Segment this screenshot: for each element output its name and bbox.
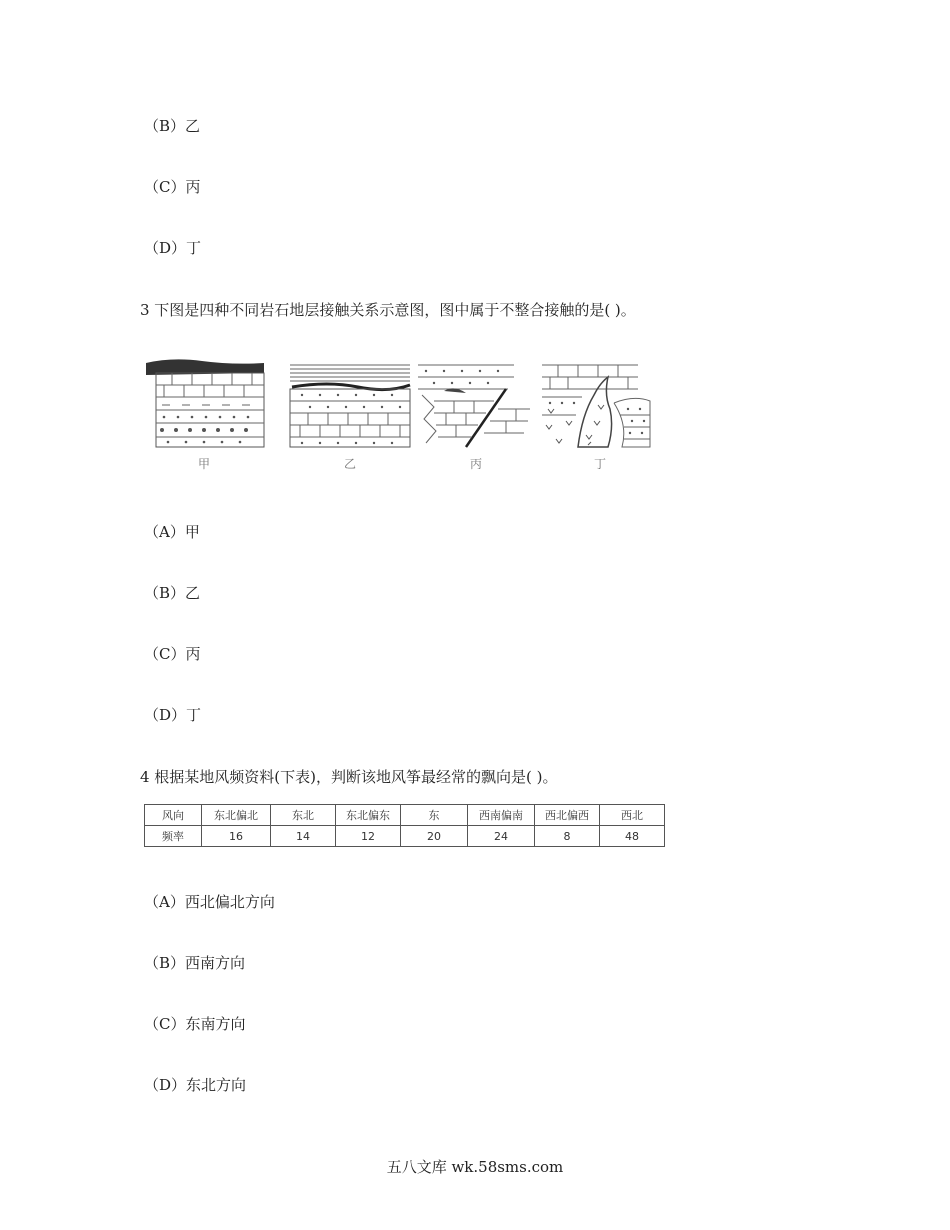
table-cell: 14: [271, 826, 336, 847]
figure-panel-jia: [142, 355, 266, 475]
table-cell: 东北: [271, 805, 336, 826]
figure-label-ding: 丁: [593, 457, 606, 471]
q2-option-d: （D）丁: [144, 239, 202, 257]
table-cell: 东北偏北: [202, 805, 271, 826]
figure-panel-yi: [288, 355, 412, 475]
q4-option-d: （D）东北方向: [144, 1076, 247, 1094]
figure-label-bing: 丙: [469, 457, 482, 471]
table-cell: 24: [468, 826, 535, 847]
q2-option-c: （C）丙: [144, 178, 201, 196]
q4-question: 4 根据某地风频资料(下表)，判断该地风筝最经常的飘向是( )。: [140, 768, 558, 786]
q3-option-a: （A）甲: [144, 523, 200, 541]
strata-ding-illustration: [538, 355, 662, 455]
strata-jia-illustration: [142, 355, 266, 455]
figure-label-yi: 乙: [343, 457, 356, 471]
figure-label-jia: 甲: [197, 457, 210, 471]
footer-watermark: 五八文库 wk.58sms.com: [386, 1158, 564, 1176]
q4-option-a: （A）西北偏北方向: [144, 893, 275, 911]
figure-panel-ding: [538, 355, 662, 475]
q2-option-b: （B）乙: [144, 117, 201, 135]
q3-option-b: （B）乙: [144, 584, 201, 602]
figure-panel-bing: [414, 355, 538, 475]
q3-option-d: （D）丁: [144, 706, 202, 724]
q3-option-c: （C）丙: [144, 645, 201, 663]
q4-option-b: （B）西南方向: [144, 954, 246, 972]
table-cell: 12: [336, 826, 401, 847]
strata-yi-illustration: [288, 355, 412, 455]
wind-frequency-table: [144, 804, 665, 847]
table-row-frequency: [145, 826, 665, 847]
q3-question: 3 下图是四种不同岩石地层接触关系示意图，图中属于不整合接触的是( )。: [140, 301, 636, 319]
table-header-frequency: 频率: [145, 826, 202, 847]
strata-contact-figure: [142, 355, 662, 475]
table-row-direction: [145, 805, 665, 826]
table-header-direction: 风向: [145, 805, 202, 826]
table-cell: 西北偏西: [535, 805, 600, 826]
table-cell: 西北: [600, 805, 665, 826]
table-cell: 东北偏东: [336, 805, 401, 826]
table-cell: 东: [401, 805, 468, 826]
table-cell: 16: [202, 826, 271, 847]
q4-option-c: （C）东南方向: [144, 1015, 246, 1033]
table-cell: 48: [600, 826, 665, 847]
table-cell: 8: [535, 826, 600, 847]
table-cell: 20: [401, 826, 468, 847]
strata-bing-illustration: [414, 355, 538, 455]
table-cell: 西南偏南: [468, 805, 535, 826]
